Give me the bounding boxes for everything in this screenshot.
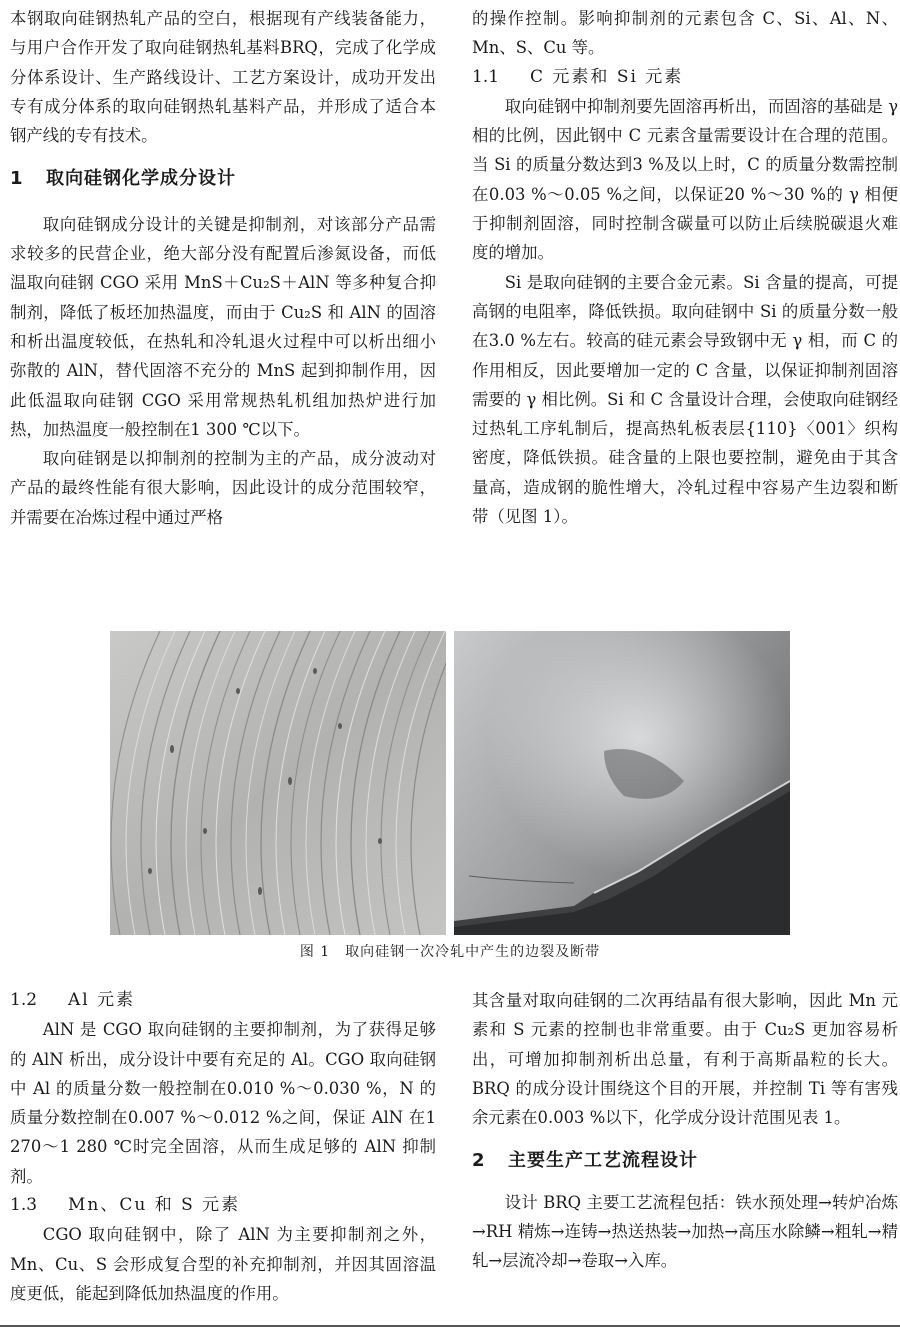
subsection-number: 1.2 [10,990,38,1010]
subsection-1-2-paragraph: AlN 是 CGO 取向硅钢的主要抑制剂，为了获得足够的 AlN 析出，成分设计中要有充足的 Al。CGO 取向硅钢中 Al 的质量分数一般控制在0.010 %～0.030 %，N 的质量分数控制在0.007 %～0.012 %之间，保证 AlN 在1 270～1 280 ℃时完全固溶，从而生成足够的 AlN 抑制剂。 [10,1020,436,1186]
subsection-1-3-heading [10,1191,436,1220]
section-1-paragraph-1: 取向硅钢成分设计的关键是抑制剂，对该部分产品需求较多的民营企业，绝大部分没有配置后渗氮设备，而低温取向硅钢 CGO 采用 MnS＋Cu₂S＋AlN 等多种复合抑制剂，降低了板坯加热温度，而由于 Cu₂S 和 AlN 的固溶和析出温度较低，在热轧和冷轧退火过程中可以析出细小弥散的 AlN，替代固溶不充分的 MnS 起到抑制作用，因此低温取向硅钢 CGO 采用常规热轧机组加热炉进行加热，加热温度一般控制在1 300 ℃以下。 [10,214,436,439]
section-1-paragraph-2: 取向硅钢是以抑制剂的控制为主的产品，成分波动对产品的最终性能有很大影响，因此设计的成分范围较窄，并需要在冶炼过程中通过严格 [10,449,436,527]
subsection-1-2-heading [10,986,436,1015]
subsection-title: Mn、Cu 和 S 元素 [68,1195,241,1216]
subsection-1-1-paragraph-2: Si 是取向硅钢的主要合金元素。Si 含量的提高，可提高钢的电阻率，降低铁损。取向硅钢中 Si 的质量分数一般在3.0 %左右。较高的硅元素会导致钢中无 γ 相，而 C 的作用相反，因此要增加一定的 C 含量，以保证抑制剂固溶需要的 γ 相比例。Si 和 C 含量设计合理，会使取向硅钢经过热轧工序轧制后，提高热轧板表层{110}〈001〉织构密度，降低铁损。硅含量的上限也要控制，避免由于其含量高，造成钢的脆性增大，冷轧过程中容易产生边裂和断带（见图 1）。 [472,272,898,527]
subsection-number: 1.1 [472,66,500,87]
section-1-heading [10,164,436,193]
subsection-1-3-paragraph: CGO 取向硅钢中，除了 AlN 为主要抑制剂之外，Mn、Cu、S 会形成复合型的补充抑制剂，并因其固溶温度更低，能起到降低加热温度的作用。 [10,1225,436,1303]
section-title: 主要生产工艺流程设计 [508,1150,698,1172]
subsection-number: 1.3 [10,1195,38,1216]
section-title: 取向硅钢化学成分设计 [46,168,236,190]
strip-break-photo [454,631,790,935]
continued-paragraph-2: 其含量对取向硅钢的二次再结晶有很大影响，因此 Mn 元素和 S 元素的控制也非常重要。由于 Cu₂S 更加容易析出，可增加抑制剂析出总量，有利于高斯晶粒的长大。BRQ 的成分设计围绕这个目的开展，并控制 Ti 等有害残余元素在0.003 %以下，化学成分设计范围见表 1。 [472,991,898,1128]
bottom-rule [0,1325,900,1327]
subsection-1-1-paragraph-1: 取向硅钢中抑制剂要先固溶再析出，而固溶的基础是 γ 相的比例，因此钢中 C 元素含量需要设计在合理的范围。当 Si 的质量分数达到3 %及以上时，C 的质量分数需控制在0.03 %～0.05 %之间，以保证20 %～30 %的 γ 相便于抑制剂固溶，同时控制含碳量可以防止后续脱碳退火难度的增加。 [472,96,898,263]
edge-crack-photo [110,631,446,935]
continued-paragraph: 的操作控制。影响抑制剂的元素包含 C、Si、Al、N、Mn、S、Cu 等。 [472,9,898,58]
bottom-left-column [10,986,436,1308]
subsection-title: Al 元素 [68,990,136,1010]
bottom-right-column [472,986,898,1276]
top-left-column [10,4,436,532]
section-2-heading [472,1146,898,1175]
top-right-column [472,4,898,531]
section-number: 2 [472,1150,486,1172]
subsection-1-1-heading [472,63,898,92]
section-2-paragraph: 设计 BRQ 主要工艺流程包括：铁水预处理→转炉冶炼→RH 精炼→连铸→热送热装→加热→高压水除鳞→粗轧→精轧→层流冷却→卷取→入库。 [472,1192,898,1271]
section-number: 1 [10,168,24,190]
figure-caption: 图 1 取向硅钢一次冷轧中产生的边裂及断带 [299,944,601,960]
intro-paragraph: 本钢取向硅钢热轧产品的空白，根据现有产线装备能力，与用户合作开发了取向硅钢热轧基料BRQ，完成了化学成分体系设计、生产路线设计、工艺方案设计，成功开发出专有成分体系的取向硅钢热轧基料产品，并形成了适合本钢产线的专有技术。 [10,9,436,146]
subsection-title: C 元素和 Si 元素 [530,66,684,87]
